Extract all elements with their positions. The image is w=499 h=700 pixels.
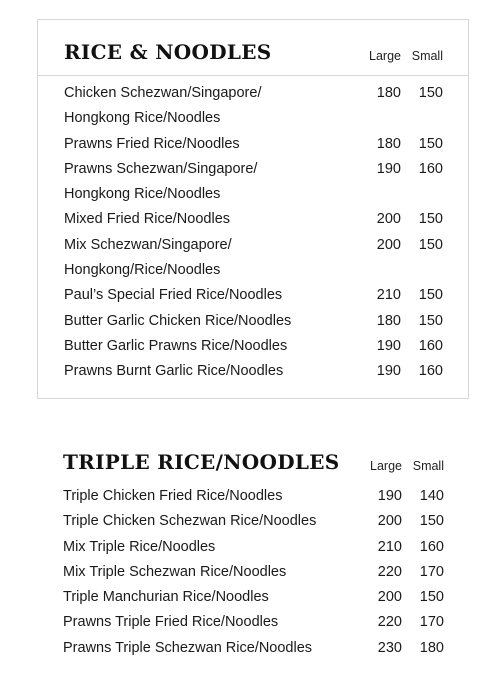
price-large: 180: [376, 85, 401, 101]
menu-item-row: [64, 161, 443, 186]
column-header-small: Small: [411, 49, 443, 63]
price-small: 170: [419, 563, 444, 580]
menu-item-row: [64, 363, 443, 388]
price-small: 160: [419, 538, 444, 555]
menu-item-name: Mix Triple Schezwan Rice/Noodles: [63, 563, 287, 580]
menu-item-name: Prawns Fried Rice/Noodles: [64, 135, 240, 152]
menu-item-name: Hongkong Rice/Noodles: [64, 110, 221, 127]
menu-list: [63, 488, 444, 665]
price-large: 190: [377, 488, 402, 504]
price-small: 160: [418, 337, 443, 354]
price-small: 150: [419, 513, 444, 530]
menu-item-row: [64, 287, 443, 312]
menu-item-name: Prawns Burnt Garlic Rice/Noodles: [64, 363, 284, 380]
menu-item-row: [63, 614, 444, 639]
section-title: RICE & NOODLES: [64, 40, 272, 64]
price-large: 200: [376, 236, 401, 253]
rice-noodles-section: [37, 19, 469, 399]
price-large: 220: [377, 614, 402, 631]
price-large: 180: [376, 312, 401, 329]
menu-item-name: Mix Schezwan/Singapore/: [64, 236, 232, 253]
column-header-large: Large: [369, 49, 401, 63]
menu-item-name: Prawns Triple Fried Rice/Noodles: [63, 614, 279, 631]
price-small: 170: [419, 614, 444, 631]
price-small: 150: [419, 589, 444, 606]
price-small: 150: [418, 135, 443, 152]
section-header: [37, 430, 469, 485]
price-large: 190: [376, 337, 401, 354]
menu-item-row: [64, 110, 443, 135]
menu-item-row: [64, 85, 443, 110]
price-small: 180: [419, 639, 444, 656]
price-small: 150: [418, 211, 443, 228]
price-large: 210: [376, 287, 401, 304]
menu-item-name: Butter Garlic Prawns Rice/Noodles: [64, 337, 288, 354]
column-header-large: Large: [370, 459, 402, 473]
menu-item-name: Triple Chicken Fried Rice/Noodles: [63, 488, 283, 504]
column-header-small: Small: [412, 459, 444, 473]
menu-item-row: [63, 513, 444, 538]
price-large: 200: [376, 211, 401, 228]
price-large: 200: [377, 589, 402, 606]
price-large: 230: [377, 639, 402, 656]
section-header: [38, 20, 468, 76]
price-small: 140: [419, 488, 444, 504]
triple-rice-noodles-section: [37, 430, 469, 690]
menu-item-name: Chicken Schezwan/Singapore/: [64, 85, 262, 101]
menu-item-name: Prawns Triple Schezwan Rice/Noodles: [63, 639, 313, 656]
price-large: 190: [376, 160, 401, 177]
menu-item-row: [63, 640, 444, 665]
price-small: 150: [418, 287, 443, 304]
menu-item-name: Butter Garlic Chicken Rice/Noodles: [64, 312, 292, 329]
menu-item-row: [64, 211, 443, 236]
price-large: 200: [377, 513, 402, 530]
price-large: 190: [376, 363, 401, 380]
price-small: 150: [418, 236, 443, 253]
section-title: TRIPLE RICE/NOODLES: [63, 450, 340, 474]
menu-item-name: Hongkong Rice/Noodles: [64, 186, 221, 203]
menu-item-name: Mix Triple Rice/Noodles: [63, 538, 216, 555]
menu-item-name: Prawns Schezwan/Singapore/: [64, 160, 258, 177]
menu-item-name: Hongkong/Rice/Noodles: [64, 262, 221, 279]
menu-item-row: [63, 564, 444, 589]
price-small: 150: [418, 312, 443, 329]
menu-item-row: [64, 262, 443, 287]
menu-item-row: [64, 186, 443, 211]
menu-item-name: Paul’s Special Fried Rice/Noodles: [64, 287, 283, 304]
menu-item-row: [63, 589, 444, 614]
menu-item-name: Triple Manchurian Rice/Noodles: [63, 589, 269, 606]
menu-item-row: [64, 136, 443, 161]
price-large: 210: [377, 538, 402, 555]
price-large: 220: [377, 563, 402, 580]
menu-item-name: Triple Chicken Schezwan Rice/Noodles: [63, 513, 317, 530]
menu-item-row: [63, 488, 444, 513]
menu-list: [64, 85, 443, 389]
menu-item-name: Mixed Fried Rice/Noodles: [64, 211, 231, 228]
price-small: 160: [418, 363, 443, 380]
menu-item-row: [64, 313, 443, 338]
menu-item-row: [63, 539, 444, 564]
price-large: 180: [376, 135, 401, 152]
menu-item-row: [64, 237, 443, 262]
price-small: 150: [418, 85, 443, 101]
price-small: 160: [418, 160, 443, 177]
menu-item-row: [64, 338, 443, 363]
